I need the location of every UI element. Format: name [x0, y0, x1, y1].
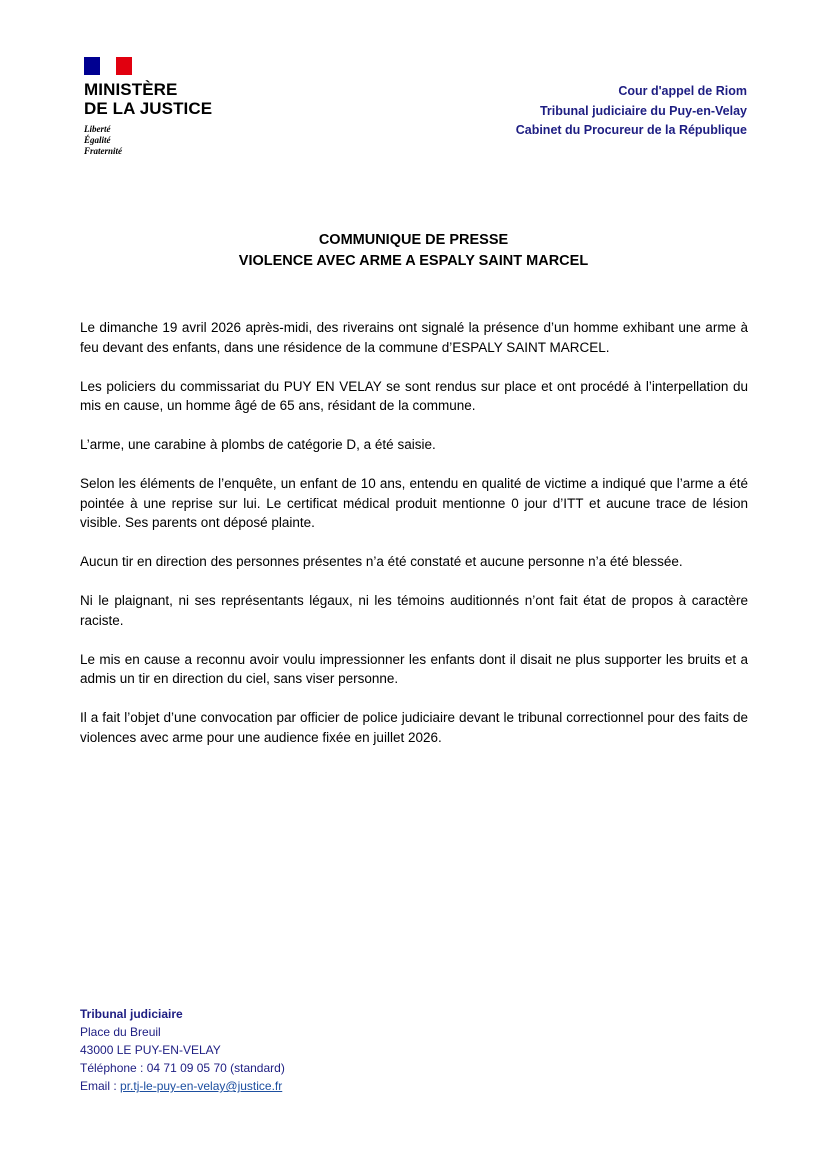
- body-paragraph: Les policiers du commissariat du PUY EN VELAY se sont rendus sur place et ont procédé à l’interpellation du mis en cause, un homme âgé de 65 ans, résidant de la commune.: [80, 378, 748, 413]
- footer-address1: Place du Breuil: [80, 1025, 161, 1039]
- footer-name: Tribunal judiciaire: [80, 1007, 183, 1021]
- motto-egalite: Égalité: [84, 135, 111, 145]
- footer-address2: 43000 LE PUY-EN-VELAY: [80, 1043, 221, 1057]
- court-line: Tribunal judiciaire du Puy-en-Velay: [539, 103, 747, 118]
- court-line: Cour d'appel de Riom: [618, 84, 747, 98]
- motto-fraternite: Fraternité: [84, 146, 123, 156]
- title-line2: VIOLENCE AVEC ARME A ESPALY SAINT MARCEL: [238, 253, 589, 269]
- body-paragraph: Le mis en cause a reconnu avoir voulu impressionner les enfants dont il disait ne plus supporter les bruits et a admis un tir en direction du ciel, sans viser personne.: [80, 651, 748, 686]
- french-flag-icon: [84, 57, 132, 75]
- body-paragraph: Aucun tir en direction des personnes présentes n’a été constaté et aucune personne n’a été blessée.: [80, 554, 683, 569]
- republic-motto: [84, 124, 224, 157]
- ministry-name-line1: MINISTÈRE: [84, 80, 178, 99]
- court-line: Cabinet du Procureur de la République: [515, 123, 747, 137]
- ministry-name: [84, 80, 224, 118]
- footer-email-row: [80, 1077, 285, 1095]
- ministry-name-line2: DE LA JUSTICE: [84, 99, 213, 118]
- press-release-body: [80, 318, 748, 767]
- contact-footer: [80, 1005, 285, 1095]
- title-line1: COMMUNIQUE DE PRESSE: [318, 232, 509, 248]
- court-header: [516, 82, 747, 141]
- press-release-title: [0, 230, 827, 272]
- footer-email-link[interactable]: pr.tj-le-puy-en-velay@justice.fr: [120, 1079, 283, 1093]
- body-paragraph: Ni le plaignant, ni ses représentants légaux, ni les témoins auditionnés n’ont fait état de propos à caractère raciste.: [80, 593, 748, 628]
- footer-phone: Téléphone : 04 71 09 05 70 (standard): [80, 1061, 285, 1075]
- body-paragraph: Le dimanche 19 avril 2026 après-midi, des riverains ont signalé la présence d’un homme exhibant une arme à feu devant des enfants, dans une résidence de la commune d’ESPALY SAINT MARCEL.: [80, 320, 748, 355]
- motto-liberte: Liberté: [84, 124, 111, 134]
- body-paragraph: Selon les éléments de l’enquête, un enfant de 10 ans, entendu en qualité de victime a indiqué que l’arme a été pointée à une reprise sur lui. Le certificat médical produit mentionne 0 jour d’ITT et aucune trace de lésion visible. Ses parents ont déposé plainte.: [80, 476, 748, 530]
- body-paragraph: Il a fait l’objet d’une convocation par officier de police judiciaire devant le tribunal correctionnel pour des faits de violences avec arme pour une audience fixée en juillet 2026.: [80, 710, 748, 745]
- ministry-logo: [84, 57, 224, 157]
- footer-email-label: Email :: [80, 1079, 121, 1093]
- body-paragraph: L’arme, une carabine à plombs de catégorie D, a été saisie.: [80, 437, 436, 452]
